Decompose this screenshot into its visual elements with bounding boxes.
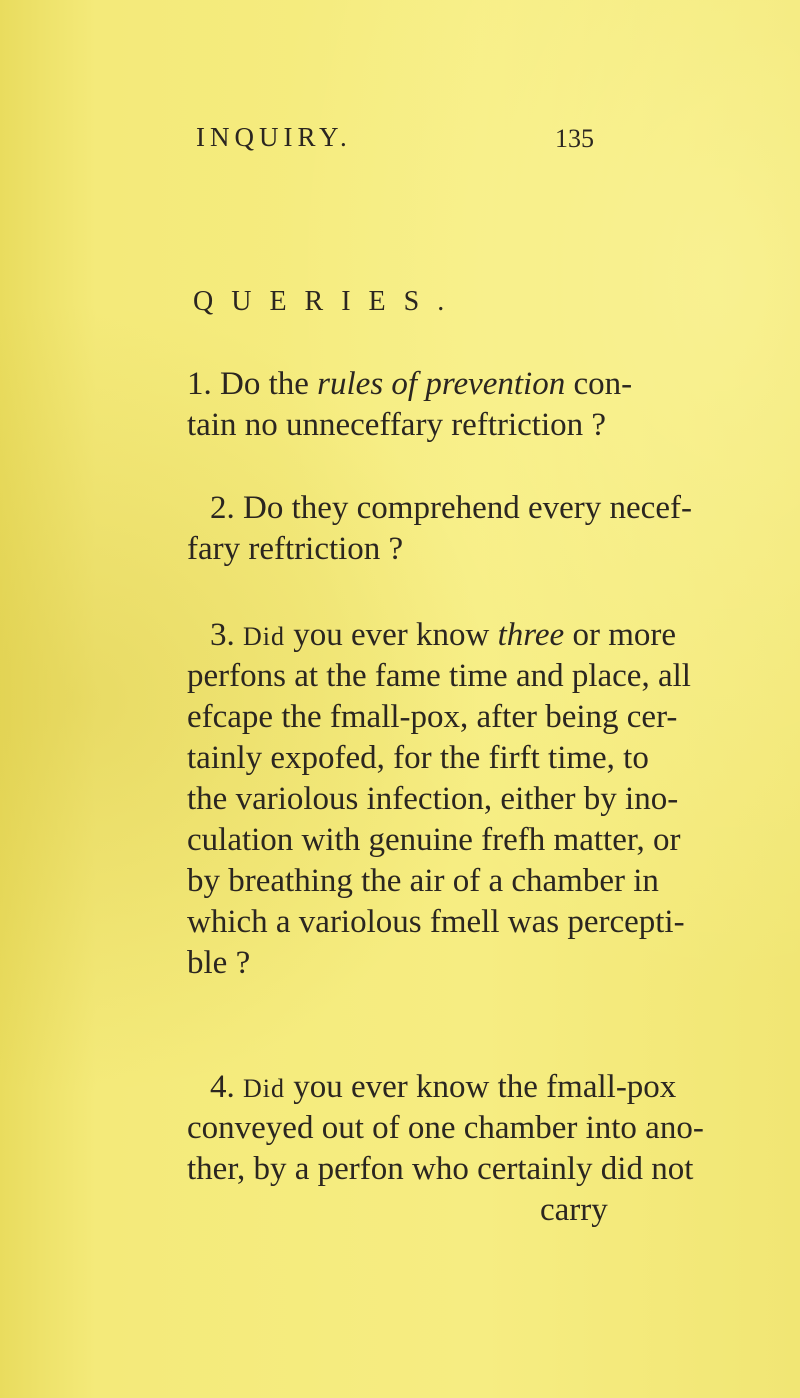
section-title: QUERIES. bbox=[193, 286, 463, 317]
query-text: Do they comprehend every necef- bbox=[243, 490, 692, 526]
query-line: ble ? bbox=[187, 945, 251, 981]
query-line: by breathing the air of a chamber in bbox=[187, 863, 659, 899]
page-header bbox=[0, 122, 800, 162]
query-line: which a variolous fmell was percepti- bbox=[187, 904, 685, 940]
query-line: fary reftriction ? bbox=[187, 531, 404, 567]
query-emphasis: three bbox=[497, 617, 565, 653]
catchword: carry bbox=[540, 1192, 608, 1228]
query-number: 2. bbox=[210, 490, 235, 526]
query-emphasis: rules of prevention bbox=[317, 366, 566, 402]
query-text: Do the bbox=[220, 366, 318, 402]
query-number: 1. bbox=[187, 366, 212, 402]
query-line: conveyed out of one chamber into ano- bbox=[187, 1110, 704, 1146]
query-number: 3. bbox=[210, 617, 235, 653]
query-number: 4. bbox=[210, 1069, 235, 1105]
query-line: the variolous infection, either by ino- bbox=[187, 781, 679, 817]
query-line: efcape the fmall-pox, after being cer- bbox=[187, 699, 678, 735]
query-line: perfons at the fame time and place, all bbox=[187, 658, 691, 694]
query-lead: Did bbox=[243, 622, 285, 651]
query-text: you ever know bbox=[285, 617, 498, 653]
query-line: ther, by a perfon who certainly did not bbox=[187, 1151, 694, 1187]
query-line: tain no unneceffary reftriction ? bbox=[187, 407, 607, 443]
query-text: you ever know the fmall-pox bbox=[285, 1069, 677, 1105]
query-text: con- bbox=[565, 366, 633, 402]
running-head: INQUIRY. bbox=[196, 122, 352, 152]
page-number: 135 bbox=[555, 124, 594, 153]
query-text: or more bbox=[564, 617, 677, 653]
query-line: culation with genuine frefh matter, or bbox=[187, 822, 681, 858]
query-line: tainly expofed, for the firft time, to bbox=[187, 740, 649, 776]
query-lead: Did bbox=[243, 1074, 285, 1103]
